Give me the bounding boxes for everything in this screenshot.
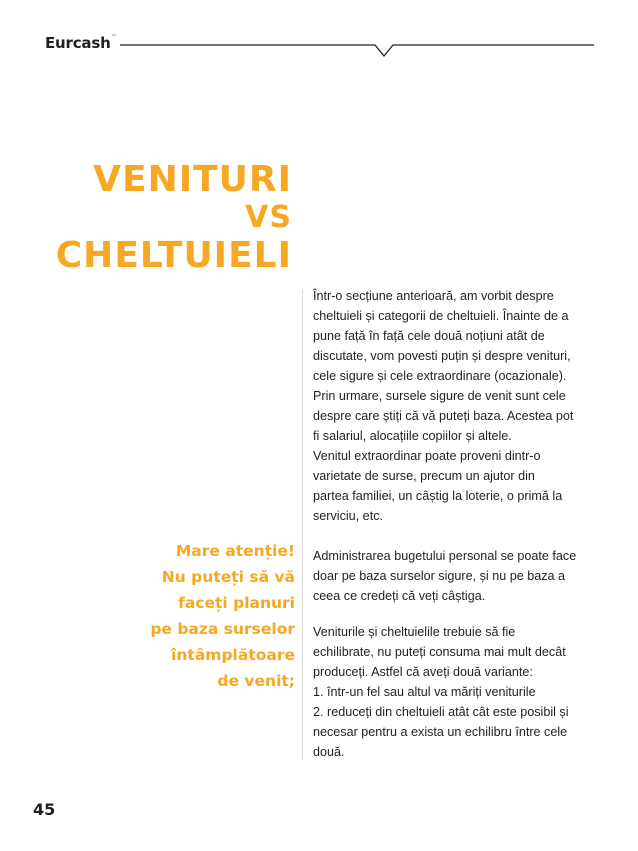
- text-line: varietate de surse, precum un ajutor din: [313, 469, 535, 483]
- text-line: doar pe baza surselor sigure, și nu pe baza a: [313, 569, 566, 583]
- trademark-symbol: ™: [111, 34, 117, 40]
- title-line-2: VS: [245, 200, 292, 235]
- text-line: 1. într-un fel sau altul va măriți veniturile: [313, 685, 536, 699]
- title-line-1: VENITURI: [93, 159, 292, 200]
- text-line: Veniturile și cheltuielile trebuie să fie: [313, 625, 516, 639]
- text-line: 2. reduceți din cheltuieli atât cât este posibil și: [313, 705, 569, 719]
- header-rule: [0, 0, 638, 70]
- text-line: cele sigure și cele extraordinare (ocazionale).: [313, 369, 567, 383]
- text-line: fi salariul, alocațiile copiilor și altele.: [313, 429, 512, 443]
- text-line: Prin urmare, sursele sigure de venit sunt cele: [313, 389, 566, 403]
- text-line: ceea ce credeți că veți câștiga.: [313, 589, 486, 603]
- text-line: produceți. Astfel că aveți două variante:: [313, 665, 533, 679]
- logo-text: Eurcash: [45, 34, 111, 52]
- quote-line: Nu puteți să vă: [161, 568, 295, 586]
- text-line: despre care știți că vă puteți baza. Acestea pot: [313, 409, 574, 423]
- quote-line: Mare atenție!: [175, 542, 295, 560]
- title-line-3: CHELTUIELI: [55, 235, 292, 276]
- text-line: echilibrate, nu puteți consuma mai mult decât: [313, 645, 566, 659]
- paragraph-1: [313, 286, 598, 526]
- column-divider: [302, 290, 303, 760]
- text-line: partea familiei, un câștig la loterie, o primă la: [313, 489, 563, 503]
- text-line: Într-o secțiune anterioară, am vorbit despre: [313, 289, 554, 303]
- text-line: Administrarea bugetului personal se poate face: [313, 549, 577, 563]
- paragraph-3: [313, 622, 598, 762]
- quote-line: de venit;: [217, 672, 295, 690]
- page-title: [56, 160, 292, 276]
- pull-quote: [105, 538, 295, 694]
- text-line: Venitul extraordinar poate proveni dintr-o: [313, 449, 541, 463]
- body-text: [313, 286, 598, 778]
- page-number: 45: [33, 800, 56, 819]
- paragraph-2: [313, 546, 598, 606]
- text-line: două.: [313, 745, 345, 759]
- quote-line: faceți planuri: [178, 594, 295, 612]
- text-line: necesar pentru a exista un echilibru între cele: [313, 725, 568, 739]
- quote-line: pe baza surselor: [150, 620, 295, 638]
- text-line: pune față în față cele două noțiuni atât de: [313, 329, 545, 343]
- quote-line: întâmplătoare: [171, 646, 295, 664]
- text-line: serviciu, etc.: [313, 509, 383, 523]
- text-line: discutate, vom povesti puțin și despre venituri,: [313, 349, 571, 363]
- text-line: cheltuieli și categorii de cheltuieli. Înainte de a: [313, 309, 569, 323]
